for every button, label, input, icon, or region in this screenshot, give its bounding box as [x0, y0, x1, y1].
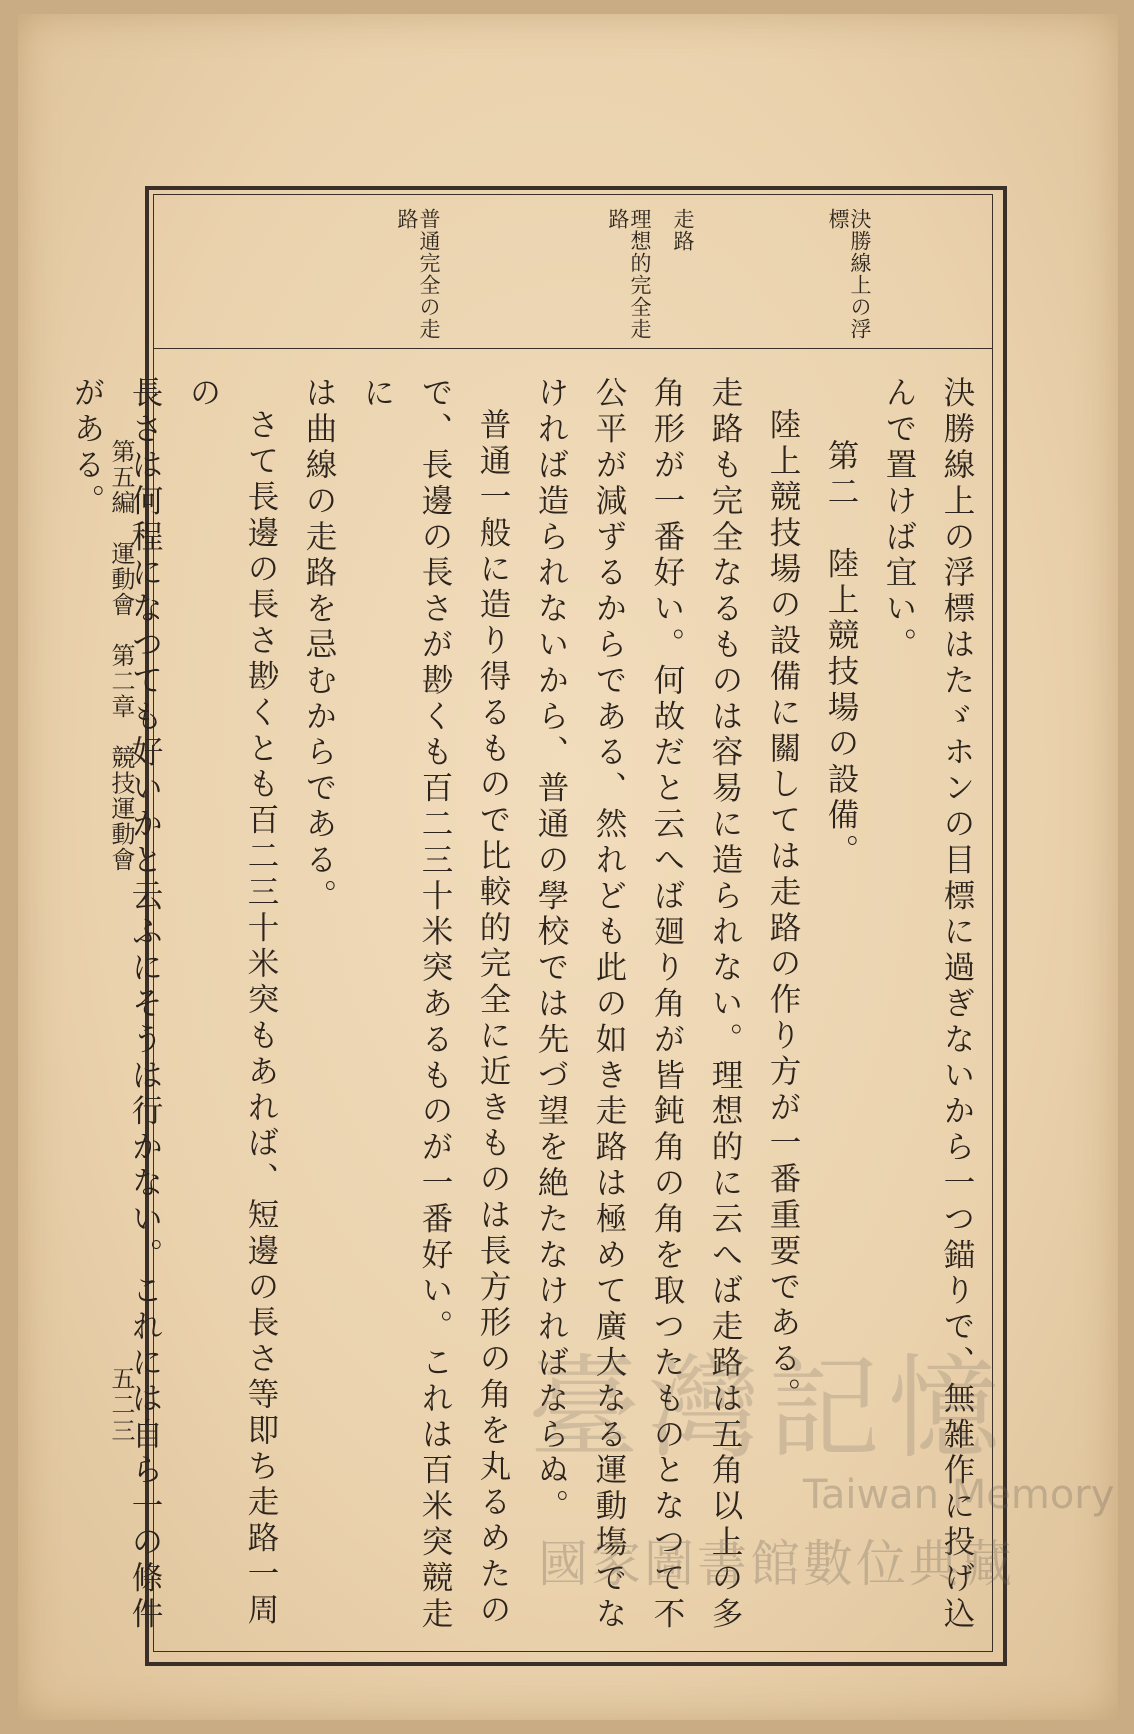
running-head: 第五編 運動會 第二章 競技運動會: [107, 439, 135, 873]
margin-note-finish-buoy: 決勝線上の浮標: [826, 208, 872, 340]
watermark-english: Taiwan Memory: [803, 1472, 1115, 1518]
body-line: 走路も完全なるものは容易に造られない。理想的に云へば走路は五角以上の多: [707, 376, 743, 1633]
margin-note-track: 走路: [671, 208, 695, 252]
book-page: [18, 14, 1118, 1720]
watermark-logo: 臺灣記憶: [528, 1344, 1008, 1474]
body-line: で、長邊の長さが尠くも百二三十米突あるものが一番好い。これは百米突競走に: [359, 376, 453, 1633]
body-line: 長さは何程になつても好いかと云ふにそうは行かない。これには自ら一の條件: [127, 376, 163, 1633]
watermark-chinese: 國家圖書館數位典藏: [538, 1535, 1015, 1593]
body-line: 角形が一番好い。何故だと云へば廻り角が皆鈍角の角を取つたものとなつて不: [649, 376, 685, 1633]
section-heading: 第二 陸上競技場の設備。: [823, 439, 859, 870]
margin-note-ideal-track: 理想的完全走路: [606, 208, 652, 340]
body-line: がある。: [69, 376, 105, 520]
body-line: 公平が減ずるからである、然れども此の如き走路は極めて廣大なる運動塲でな: [591, 376, 627, 1633]
margin-note-ordinary-track: 普通完全の走路: [395, 208, 441, 340]
margin-note-divider: [153, 348, 993, 349]
body-line: んで置けば宜い。: [881, 376, 917, 664]
body-line: 普通一般に造り得るもので比較的完全に近きものは長方形の角を丸るめたの: [475, 407, 511, 1629]
body-line: 決勝線上の浮標はたゞホンの目標に過ぎないから一つ錨りで、無雑作に投げ込: [939, 376, 975, 1633]
page-number: 五二三: [107, 1366, 135, 1444]
body-line: は曲線の走路を忌むからである。: [301, 376, 337, 915]
body-line: さて長邊の長さ尠くとも百二三十米突もあれば、短邊の長さ等即ち走路一周の: [185, 376, 279, 1629]
body-line: 陸上競技場の設備に關しては走路の作り方が一番重要である。: [765, 407, 801, 1413]
body-line: ければ造られないから、普通の學校では先づ望を絶たなければならぬ。: [533, 376, 569, 1525]
